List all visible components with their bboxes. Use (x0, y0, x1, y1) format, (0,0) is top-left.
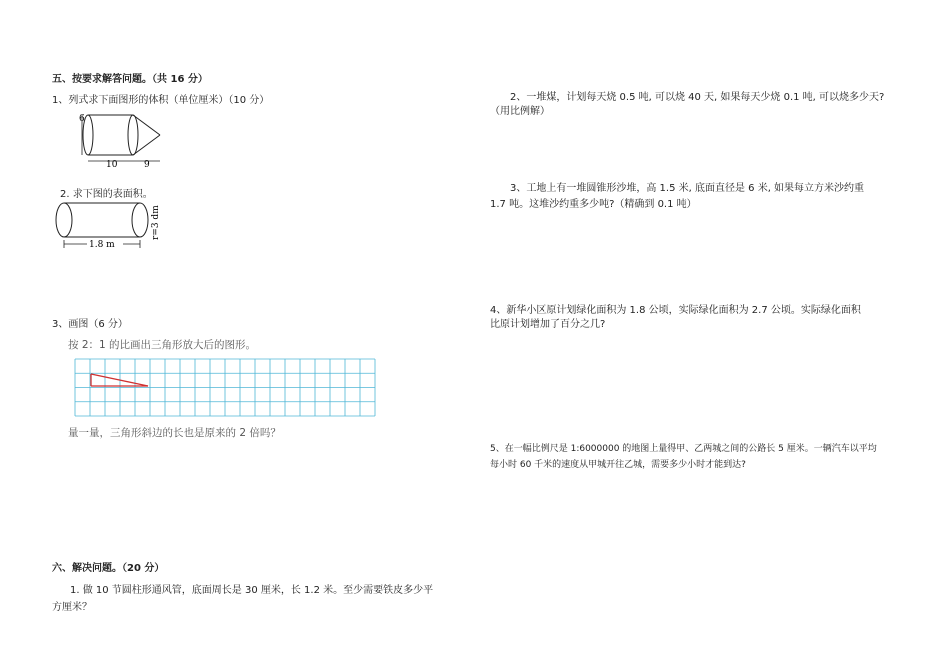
cylinder-cone-figure (78, 110, 168, 170)
cylinder-figure (52, 200, 162, 260)
drawing-grid (74, 358, 376, 416)
dim-cylinder-length: 1.8 m (89, 240, 115, 250)
section-6-title: 六、解决问题。（20 分） (52, 563, 165, 574)
right-question-5-line-2: 每小时 60 千米的速度从甲城开往乙城，需要多少小时才能到达? (490, 460, 746, 470)
dim-cylinder-length: 10 (106, 160, 118, 170)
dim-radius: r=3 dm (151, 205, 161, 240)
question-3-question: 量一量，三角形斜边的长也是原来的 2 倍吗？ (68, 427, 281, 439)
dim-height: 6 (79, 114, 85, 124)
question-1: 1、列式求下面图形的体积（单位厘米）（10 分） (52, 95, 270, 106)
right-question-4-line-1: 4、新华小区原计划绿化面积为 1.8 公顷，实际绿化面积为 2.7 公顷。实际绿化面积 (490, 305, 861, 316)
question-3: 3、画图（6 分） (52, 319, 128, 330)
right-question-3-line-1: 3、工地上有一堆圆锥形沙堆，高 1.5 米, 底面直径是 6 米, 如果每立方米沙约重 (510, 183, 865, 194)
section-5-title: 五、按要求解答问题。（共 16 分） (52, 74, 208, 85)
right-question-2-line-1: 2、一堆煤，计划每天烧 0.5 吨, 可以烧 40 天, 如果每天少烧 0.1 吨, 可以烧多少天? (510, 92, 885, 103)
right-question-3-line-2: 1.7 吨。这堆沙约重多少吨?（精确到 0.1 吨） (490, 199, 697, 210)
section-6-question-1-line-1: 1. 做 10 节圆柱形通风管，底面周长是 30 厘米，长 1.2 米。至少需要铁皮多少平 (70, 585, 434, 596)
right-question-5-line-1: 5、在一幅比例尺是 1:6000000 的地图上量得甲、乙两城之间的公路长 5 厘米。一辆汽车以平均 (490, 444, 877, 454)
right-question-2-line-2: （用比例解） (490, 106, 550, 117)
dim-cone-length: 9 (144, 160, 150, 170)
question-2: 2. 求下图的表面积。 (60, 189, 153, 200)
section-6-question-1-line-2: 方厘米？ (52, 602, 92, 613)
question-3-instruction: 按 2：1 的比画出三角形放大后的图形。 (68, 339, 257, 351)
right-question-4-line-2: 比原计划增加了百分之几? (490, 319, 606, 330)
